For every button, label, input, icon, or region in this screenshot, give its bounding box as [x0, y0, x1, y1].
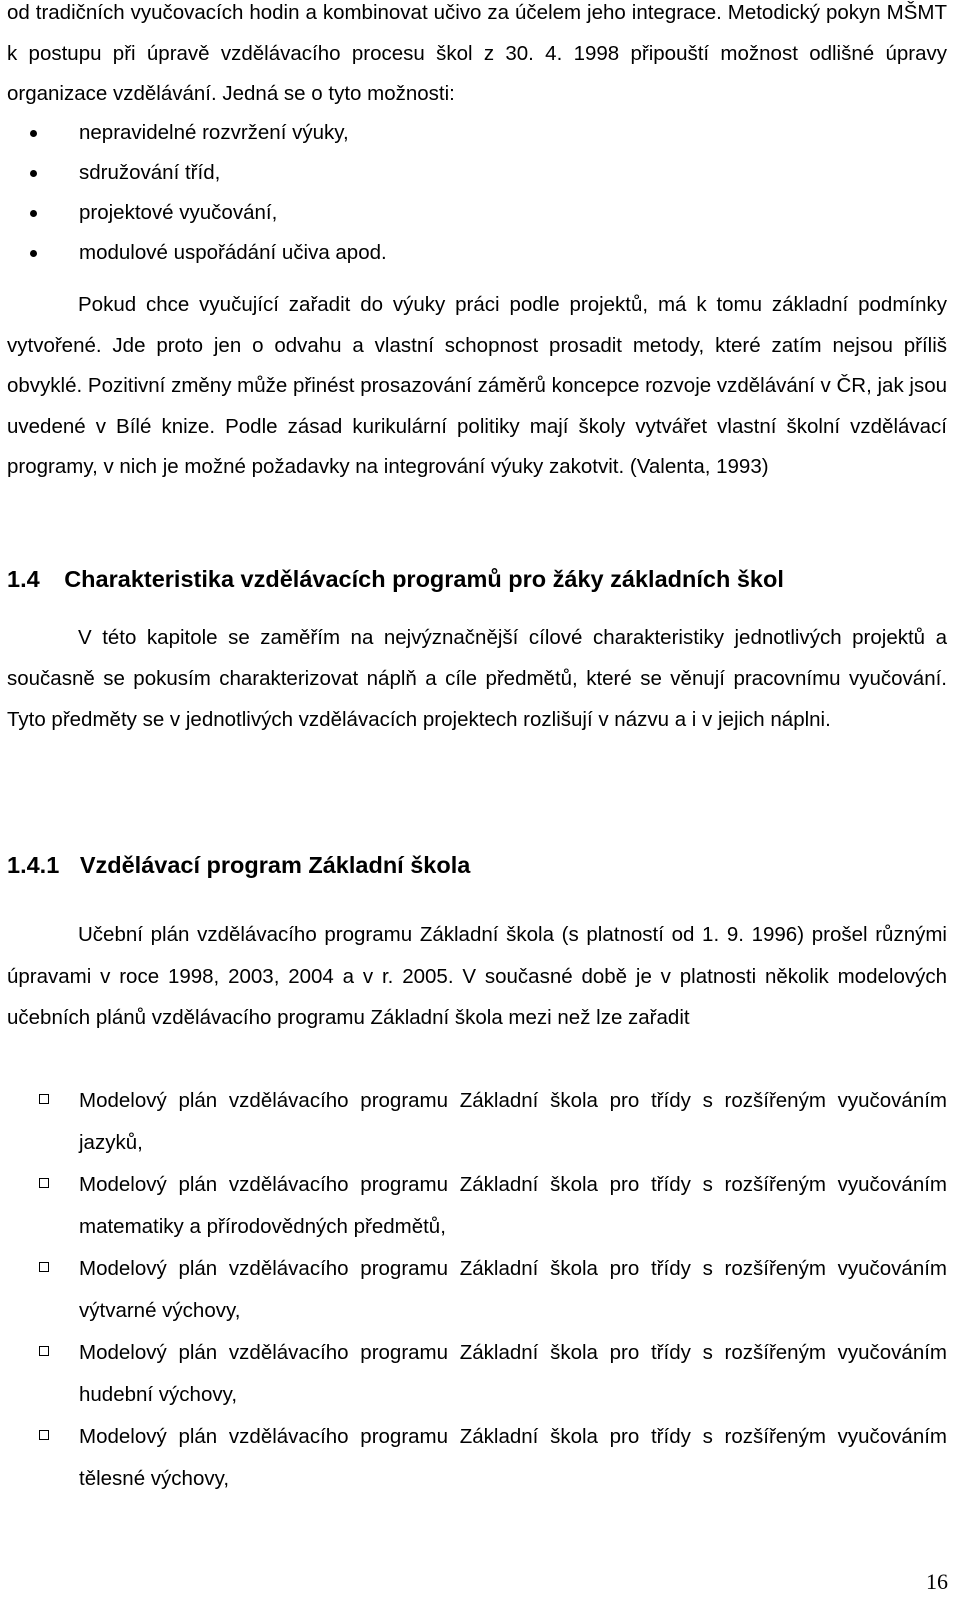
square-bullet-icon [39, 1262, 49, 1272]
square-bullet-icon [39, 1430, 49, 1440]
projects-paragraph: Pokud chce vyučující zařadit do výuky práci podle projektů, má k tomu základní podmínky vytvořené. Jde proto jen o odvahu a vlastní schopnost prosadit metody, které zatím nejsou příliš obvyklé. Pozitivní změny může přinést prosazování záměrů koncepce rozvoje vzdělávání v ČR, jak jsou uvedené v Bílé knize. Podle zásad kurikulární politiky mají školy vytvářet vlastní školní vzdělávací programy, v nich je možné požadavky na integrování výuky zakotvit. (Valenta, 1993) [7, 293, 948, 479]
intro-paragraph: od tradičních vyučovacích hodin a kombinovat učivo za účelem jeho integrace. Metodický pokyn MŠMT k postupu při úpravě vzdělávacího procesu škol z 30. 4. 1998 připouští možnost odlišné úpravy organizace vzdělávání. Jedná se o tyto možnosti: [7, 1, 947, 106]
section-heading-1-4 [7, 566, 784, 593]
square-bullet-icon [39, 1178, 49, 1188]
section-title: Vzdělávací program Základní škola [79, 852, 471, 878]
bullet-icon [30, 130, 37, 137]
section-1-4-1-paragraph: Učební plán vzdělávacího programu Základní škola (s platností od 1. 9. 1996) prošel různými úpravami v roce 1998, 2003, 2004 a v r. 2005. V současné době je v platnosti několik modelových učebních plánů vzdělávacího programu Základní škola mezi než lze zařadit [7, 923, 947, 1029]
bullet-icon [30, 170, 37, 177]
section-1-4-paragraph: V této kapitole se zaměřím na nejvýznačnější cílové charakteristiky jednotlivých projektů a současně se pokusím charakterizovat náplň a cíle předmětů, které se věnují pracovnímu vyučování. Tyto předměty se v jednotlivých vzdělávacích projektech rozlišují v názvu a i v jejich náplni. [7, 626, 947, 731]
bullet-icon [30, 250, 37, 257]
bullet-icon [30, 210, 37, 217]
square-bullet-icon [39, 1094, 49, 1104]
document-page: od tradičních vyučovacích hodin a kombinovat učivo za účelem jeho integrace. Metodický pokyn MŠMT k postupu při úpravě vzdělávacího procesu škol z 30. 4. 1998 připouští možnost odlišné úpravy organizace vzdělávání. Jedná se o tyto možnosti: nepravidelné rozvržení výuky, sdružování tříd, projektové vyučování, modulové uspořádání učiva apod. Pokud chce vyučující zařadit do výuky práci podle projektů, má k tomu základní podmínky vytvořené. Jde proto jen o odvahu a vlastní schopnost prosadit metody, které zatím nejsou příliš obvyklé. Pozitivní změny může přinést prosazování záměrů koncepce rozvoje vzdělávání v ČR, jak jsou uvedené v Bílé knize. Podle zásad kurikulární politiky mají školy vytvářet vlastní školní vzdělávací programy, v nich je možné požadavky na integrování výuky zakotvit. (Valenta, 1993) 1.4 Charakteristika vzdělávacích programů pro žáky základních škol V této kapitole se zaměřím na nejvýznačnější cílové charakteristiky jednotlivých projektů a současně se pokusím charakterizovat náplň a cíle předmětů, které se věnují pracovnímu vyučování. Tyto předměty se v jednotlivých vzdělávacích projektech rozlišují v názvu a i v jejich náplni. 1.4.1 Vzdělávací program Základní škola Učební plán vzdělávacího programu Základní škola (s platností od 1. 9. 1996) prošel různými úpravami v roce 1998, 2003, 2004 a v r. 2005. V současné době je v platnosti několik modelových učebních plánů vzdělávacího programu Základní škola mezi než lze zařadit Modelový plán vzdělávacího programu Základní škola pro třídy s rozšířeným vyučováním jazyků, Modelový plán vzdělávacího programu Základní škola pro třídy s rozšířeným vyučováním matematiky a přírodovědných předmětů, Modelový plán vzdělávacího programu Základní škola pro třídy s rozšířeným vyučováním výtvarné výchovy, Modelový plán vzdělávacího programu Základní škola pro třídy s rozšířeným vyučováním hudební výchovy, Modelový plán vzdělávacího programu Základní škola pro třídy s rozšířeným vyučováním tělesné výchovy, 16 [0, 0, 960, 1597]
square-bullet-icon [39, 1346, 49, 1356]
section-number: 1.4.1 [7, 852, 60, 878]
page-number: 16 [926, 1569, 948, 1594]
section-title: Charakteristika vzdělávacích programů pro žáky základních škol [64, 566, 784, 592]
section-heading-1-4-1 [7, 852, 470, 879]
section-number: 1.4 [7, 566, 40, 592]
